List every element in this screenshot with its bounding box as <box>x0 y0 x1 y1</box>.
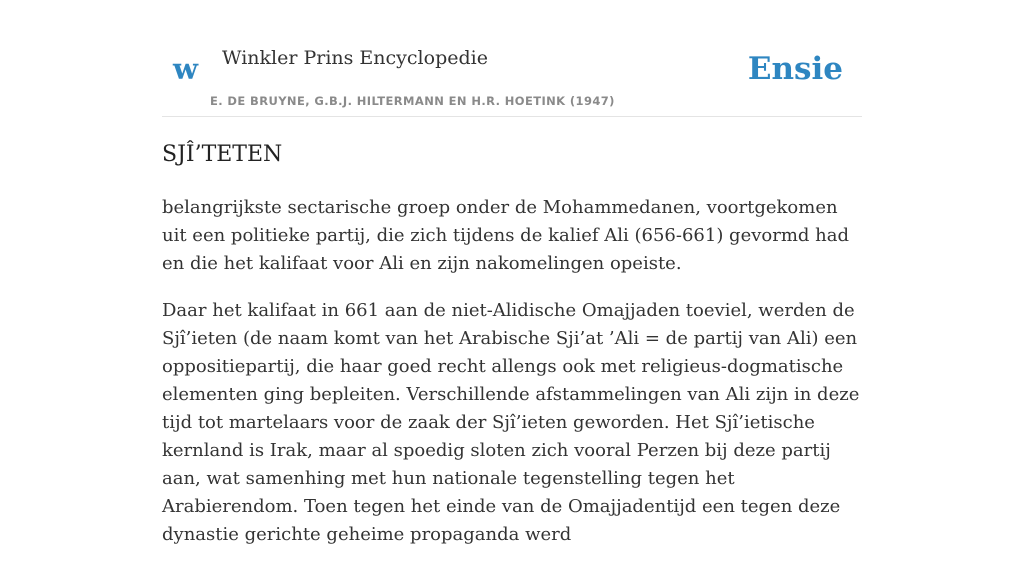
encyclopedia-authors: E. DE BRUYNE, G.B.J. HILTERMANN EN H.R. HOETINK (1947) <box>210 94 615 108</box>
encyclopedia-title-link[interactable]: Winkler Prins Encyclopedie <box>222 47 488 69</box>
article-paragraph: belangrijkste sectarische groep onder de Mohammedanen, voortgekomen uit een politieke partij, die zich tijdens de kalief Ali (656-661) gevormd had en die het kalifaat voor Ali en zijn nakomelingen opeiste. <box>162 197 850 274</box>
article-paragraph: Daar het kalifaat in 661 aan de niet-Alidische Omajjaden toeviel, werden de Sjî’ieten (de naam komt van het Arabische Sji’at ’Ali = de partij van Ali) een oppositiepartij, die haar goed recht allengs ook met religieus-dogmatische elementen ging bepleiten. Verschillende afstammelingen van Ali zijn in deze tijd tot martelaars voor de zaak der Sjî’ieten geworden. Het Sjî’ietische kernland is Irak, maar al spoedig sloten zich vooral Perzen bij deze partij aan, wat samenhing met hun nationale tegenstelling tegen het Arabierendom. Toen tegen het einde van de Omajjadentijd een tegen deze dynastie gerichte geheime propaganda werd <box>162 300 860 545</box>
article <box>162 138 862 568</box>
site-header <box>162 0 862 117</box>
encyclopedia-logo-icon[interactable]: w <box>173 52 198 86</box>
ensie-brand-logo[interactable]: Ensie <box>747 51 843 87</box>
article-headword: SJÎ’TETEN <box>162 142 283 167</box>
